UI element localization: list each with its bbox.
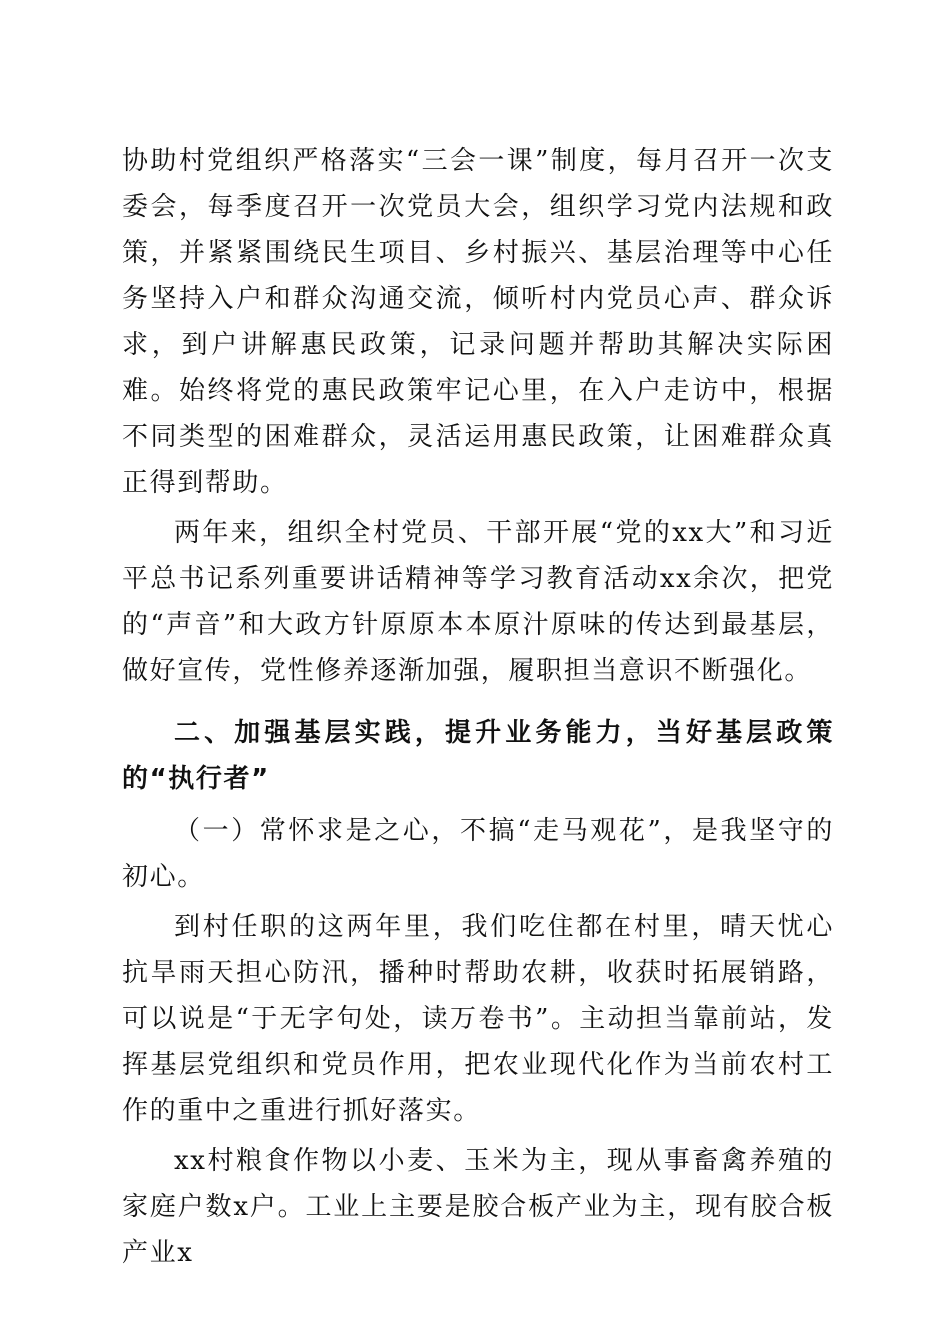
section-heading: 二、加强基层实践，提升业务能力，当好基层政策的“执行者”	[122, 718, 834, 794]
paragraph-two-years: 两年来，组织全村党员、干部开展“党的xx大”和习近平总书记系列重要讲话精神等学习教育活动xx余次，把党的“声音”和大政方针原原本本原汁原味的传达到最基层，做好宣传，党性修养逐渐加强，履职担当意识不断强化。	[122, 518, 834, 686]
document-page	[122, 138, 834, 1276]
paragraph-continued: 协助村党组织严格落实“三会一课”制度，每月召开一次支委会，每季度召开一次党员大会，组织学习党内法规和政策，并紧紧围绕民生项目、乡村振兴、基层治理等中心任务坚持入户和群众沟通交流，倾听村内党员心声、群众诉求，到户讲解惠民政策，记录问题并帮助其解决实际困难。始终将党的惠民政策牢记心里，在入户走访中，根据不同类型的困难群众，灵活运用惠民政策，让困难群众真正得到帮助。	[122, 146, 834, 498]
paragraph-village-work: 到村任职的这两年里，我们吃住都在村里，晴天忧心抗旱雨天担心防汛，播种时帮助农耕，收获时拓展销路，可以说是“于无字句处，读万卷书”。主动担当靠前站，发挥基层党组织和党员作用，把农业现代化作为当前农村工作的重中之重进行抓好落实。	[122, 912, 834, 1126]
paragraph-village-industry: xx村粮食作物以小麦、玉米为主，现从事畜禽养殖的家庭户数x户。工业上主要是胶合板产业为主，现有胶合板产业x	[122, 1146, 834, 1268]
subsection-heading: （一）常怀求是之心，不搞“走马观花”，是我坚守的初心。	[122, 816, 834, 892]
